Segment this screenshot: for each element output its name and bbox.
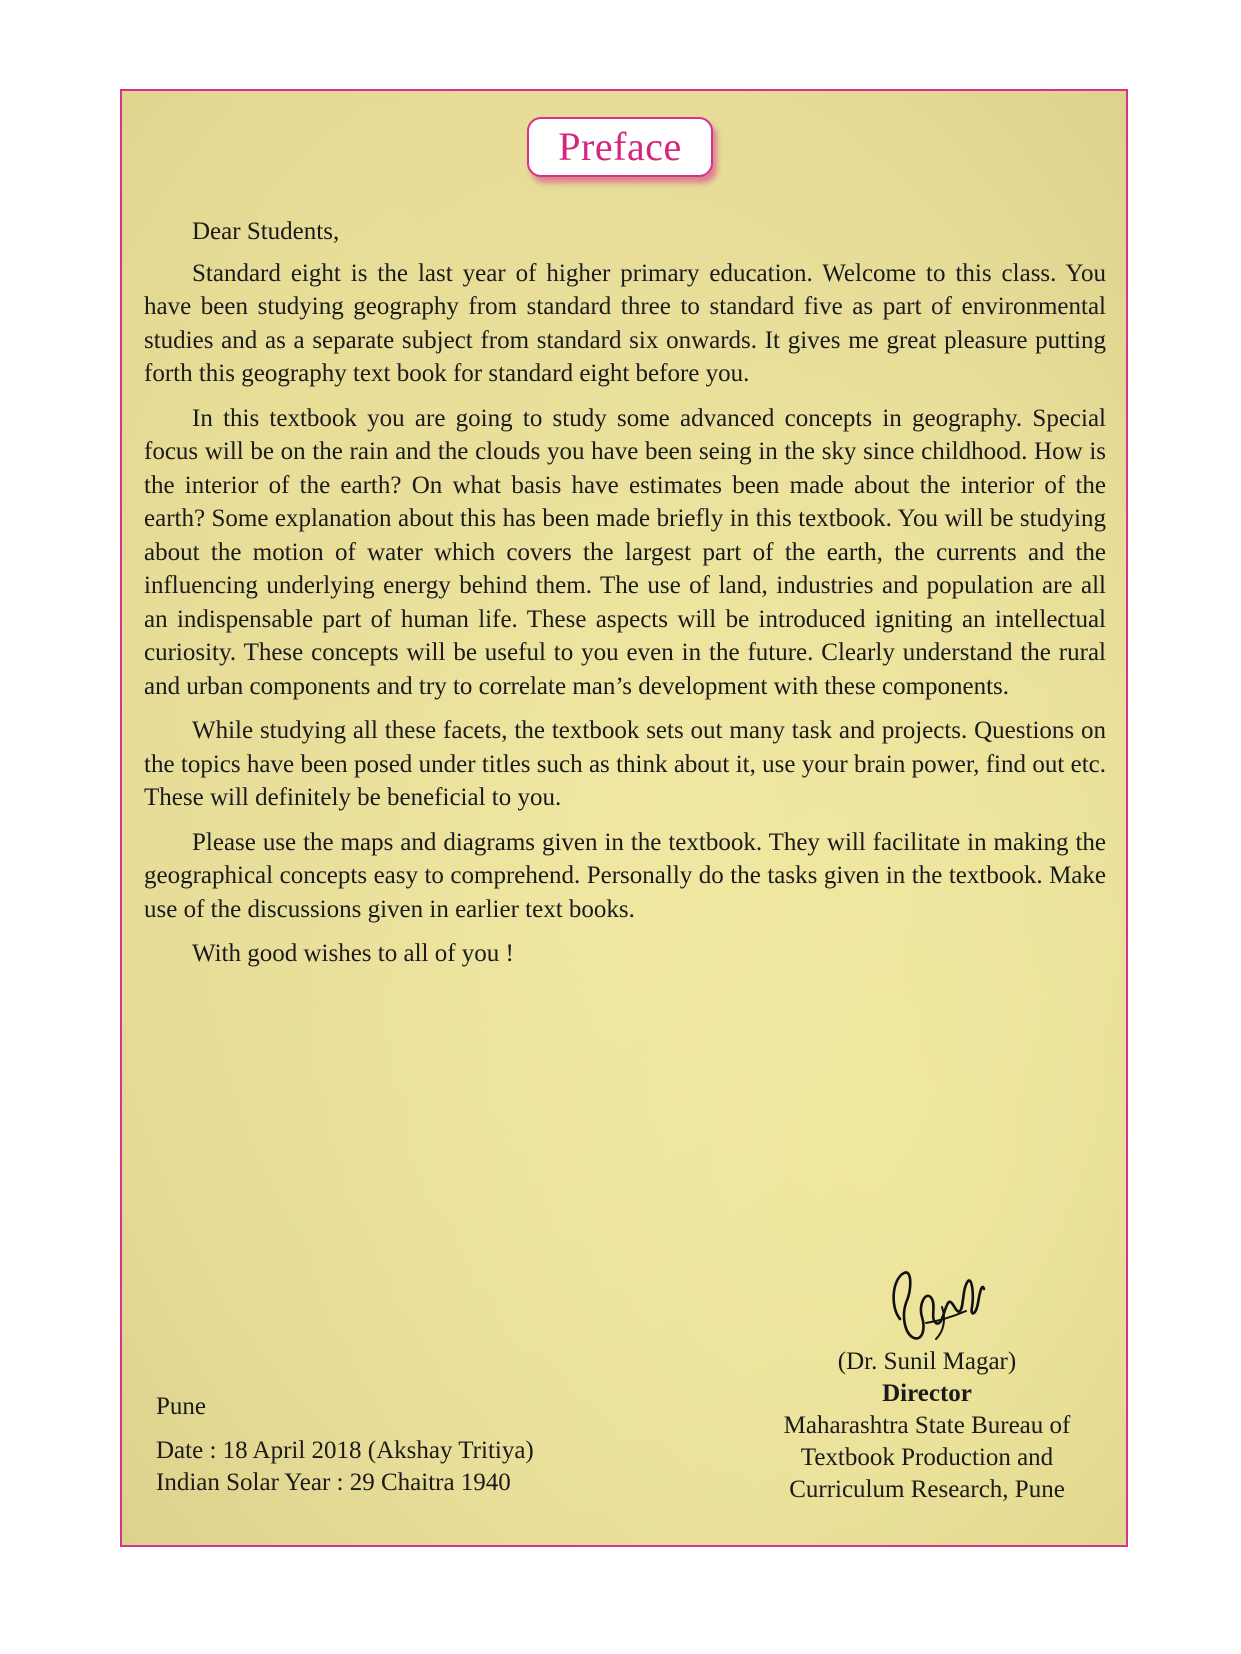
date-line: Date : 18 April 2018 (Akshay Tritiya) <box>156 1437 534 1464</box>
place: Pune <box>156 1393 206 1420</box>
paragraph-2: In this textbook you are going to study some advanced concepts in geography. Special focus will be on the rain and the clouds you have been seing in the sky since childhood. How is the interior of the earth? On what basis have estimates been made about the interior of the earth? Some explanation about this has been made briefly in this textbook. You will be studying about the motion of water which covers the largest part of the earth, the currents and the influencing underlying energy behind them. The use of land, industries and population are all an indispensable part of human life. These aspects will be introduced igniting an intellectual curiosity. These concepts will be useful to you even in the future. Clearly understand the rural and urban components and try to correlate man’s development with these components. <box>144 404 1106 700</box>
organization-line-1: Maharashtra State Bureau of <box>783 1412 1071 1439</box>
paragraph-1: Standard eight is the last year of higher primary education. Welcome to this class. You have been studying geography from standard three to standard five as part of environmental studies and as a separate subject from standard six onwards. It gives me great pleasure putting forth this geography text book for standard eight before you. <box>144 259 1106 387</box>
signoff-block <box>752 1346 1102 1506</box>
signature-image <box>882 1259 992 1354</box>
signatory-name: (Dr. Sunil Magar) <box>837 1348 1017 1375</box>
paragraph-4: Please use the maps and diagrams given in the textbook. They will facilitate in making the geographical concepts easy to comprehend. Personally do the tasks given in the textbook. Make use of the discussions given in earlier text books. <box>144 828 1106 923</box>
page-frame <box>120 89 1128 1547</box>
organization-line-2: Textbook Production and <box>800 1444 1054 1471</box>
page-title: Preface <box>558 124 682 169</box>
title-box <box>527 117 713 177</box>
preface-body <box>144 215 1106 982</box>
organization-line-3: Curriculum Research, Pune <box>789 1476 1065 1503</box>
solar-year-line: Indian Solar Year : 29 Chaitra 1940 <box>156 1469 511 1496</box>
salutation: Dear Students, <box>192 218 340 245</box>
closing-wishes: With good wishes to all of you ! <box>192 940 514 967</box>
paragraph-3: While studying all these facets, the textbook sets out many task and projects. Questions on the topics have been posed under titles such as think about it, use your brain power, find out etc. These will definitely be beneficial to you. <box>144 717 1106 811</box>
place-date-block <box>156 1391 534 1499</box>
signatory-designation: Director <box>882 1380 972 1407</box>
